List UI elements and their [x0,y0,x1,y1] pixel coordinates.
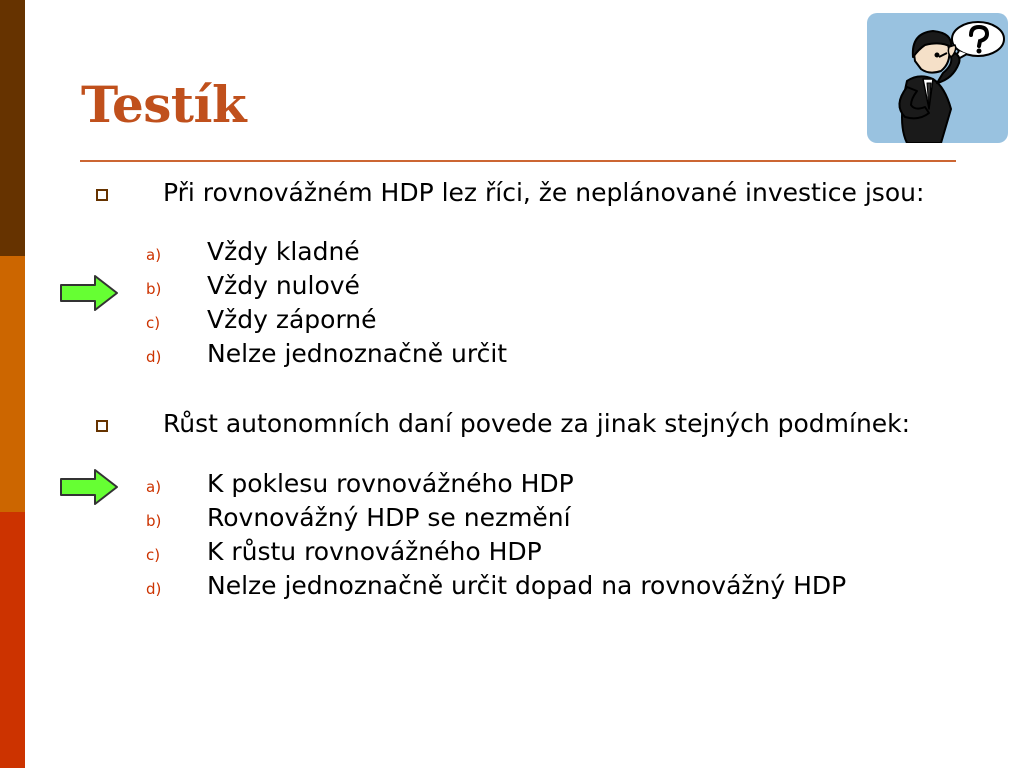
option-letter: c) [146,314,161,332]
option-text: Vždy záporné [207,305,377,334]
option-letter: b) [146,512,162,530]
question-1-text: Při rovnovážném HDP lez říci, že neplánované investice jsou: [163,178,925,207]
slide-title: Testík [81,75,247,134]
question-2-text: Růst autonomních daní povede za jinak stejných podmínek: [163,409,911,438]
square-bullet-icon [96,420,108,432]
option-text: Vždy nulové [207,271,360,300]
option-text: K růstu rovnovážného HDP [207,537,542,566]
option-letter: d) [146,580,162,598]
square-bullet-icon [96,189,108,201]
green-arrow-icon [59,273,119,313]
title-underline [80,160,956,162]
thinking-man-icon [867,13,1008,143]
option-letter: c) [146,546,161,564]
accent-stripe-middle [0,256,25,512]
option-text: Nelze jednoznačně určit dopad na rovnovážný HDP [207,571,847,600]
option-letter: d) [146,348,162,366]
option-text: Nelze jednoznačně určit [207,339,508,368]
option-text: Vždy kladné [207,237,360,266]
option-letter: a) [146,478,162,496]
accent-stripe-top [0,0,25,256]
option-letter: b) [146,280,162,298]
option-letter: a) [146,246,162,264]
accent-stripe-bottom [0,512,25,768]
option-text: Rovnovážný HDP se nezmění [207,503,571,532]
green-arrow-icon [59,467,119,507]
option-text: K poklesu rovnovážného HDP [207,469,574,498]
